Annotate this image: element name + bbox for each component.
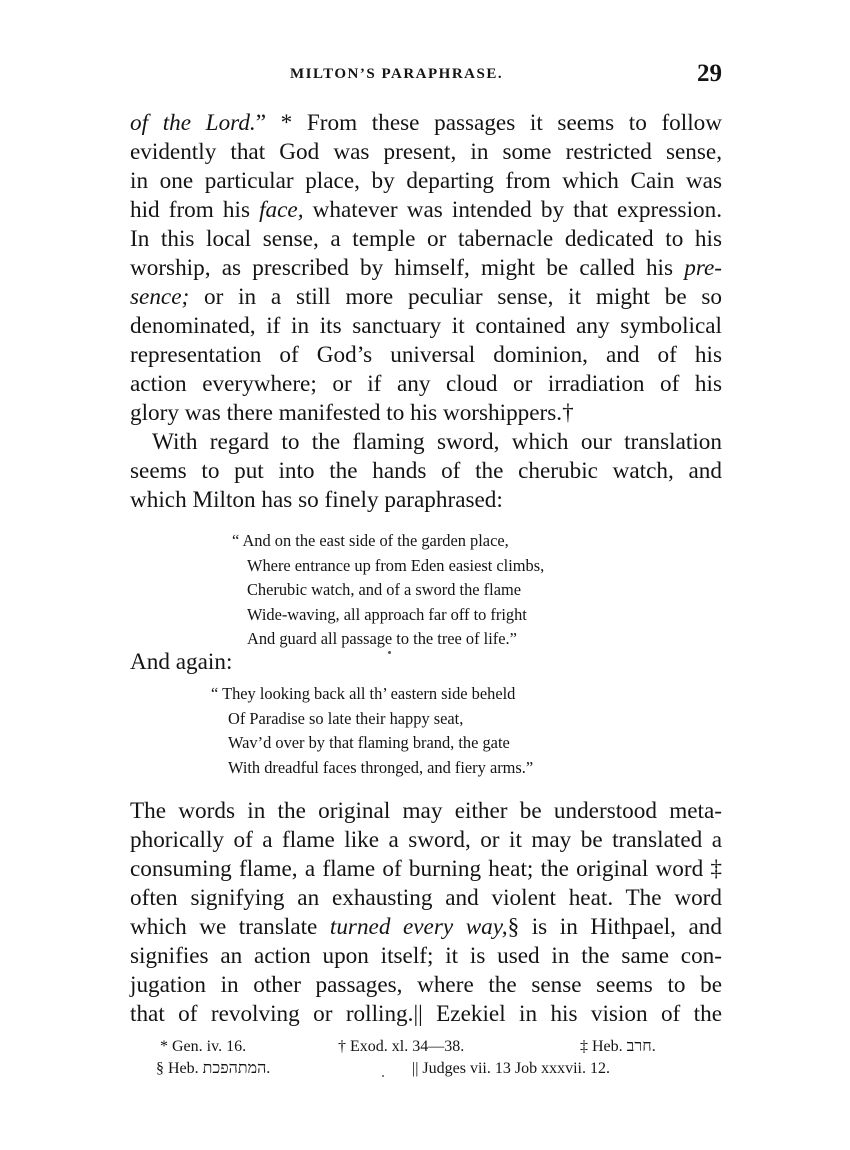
body-line: which Milton has so finely paraphrased: <box>130 487 503 513</box>
verse-line: “ And on the east side of the garden place, <box>232 531 509 550</box>
body-line: in one particular place, by departing from which Cain was <box>130 168 722 194</box>
body-line: With regard to the flaming sword, which our translation <box>152 429 722 455</box>
footnote: * Gen. iv. 16. <box>160 1038 247 1055</box>
footnote: § Heb. המתהפכת. <box>156 1060 271 1077</box>
verse-line: “ They looking back all th’ eastern side beheld <box>211 684 516 703</box>
footnote: || Judges vii. 13 Job xxxvii. 12. <box>412 1060 610 1077</box>
print-speck <box>382 1075 384 1077</box>
body-line: worship, as prescribed by himself, might be called his pre- <box>130 255 722 281</box>
page-number: 29 <box>697 60 722 87</box>
verse-line: With dreadful faces thronged, and fiery arms.” <box>228 757 534 777</box>
footnote: ‡ Heb. חרב. <box>580 1038 656 1055</box>
body-line: hid from his face, whatever was intended by that expression. <box>130 197 722 223</box>
body-line: sence; or in a still more peculiar sense, it might be so <box>130 284 722 310</box>
body-line: jugation in other passages, where the sense seems to be <box>130 972 722 998</box>
verse-line: Of Paradise so late their happy seat, <box>228 708 464 728</box>
body-line: The words in the original may either be understood meta- <box>130 798 722 824</box>
verse-line: Wide-waving, all approach far off to fright <box>247 604 527 624</box>
verse-quotation <box>232 529 544 652</box>
body-line: denominated, if in its sanctuary it contained any symbolical <box>130 313 722 339</box>
body-line: signifies an action upon itself; it is used in the same con- <box>130 943 722 969</box>
body-line: glory was there manifested to his worshippers.† <box>130 400 574 426</box>
running-title: MILTON’S PARAPHRASE. <box>290 66 504 82</box>
body-line: representation of God’s universal dominion, and of his <box>130 342 722 368</box>
body-line: phorically of a flame like a sword, or it may be translated a <box>130 827 722 853</box>
verse-line: Wav’d over by that flaming brand, the gate <box>228 733 510 753</box>
body-line: consuming flame, a flame of burning heat; the original word ‡ <box>130 856 722 882</box>
body-line: And again: <box>130 649 233 675</box>
body-line: that of revolving or rolling.|| Ezekiel in his vision of the <box>130 1001 722 1027</box>
body-line: In this local sense, a temple or tabernacle dedicated to his <box>130 226 722 252</box>
footnote: † Exod. xl. 34—38. <box>338 1038 465 1055</box>
body-line: evidently that God was present, in some restricted sense, <box>130 139 722 165</box>
print-speck <box>388 651 391 654</box>
body-line: seems to put into the hands of the cherubic watch, and <box>130 458 722 484</box>
body-line: of the Lord.” * From these passages it seems to follow <box>130 110 722 136</box>
verse-line: And guard all passage to the tree of life.” <box>247 629 517 649</box>
body-line: action everywhere; or if any cloud or irradiation of his <box>130 371 722 397</box>
page-header <box>130 60 722 94</box>
body-line: often signifying an exhausting and violent heat. The word <box>130 885 722 911</box>
verse-quotation <box>211 682 533 780</box>
verse-line: Cherubic watch, and of a sword the flame <box>247 580 521 600</box>
body-line: which we translate turned every way,§ is in Hithpael, and <box>130 914 722 940</box>
verse-line: Where entrance up from Eden easiest climbs, <box>247 555 545 575</box>
